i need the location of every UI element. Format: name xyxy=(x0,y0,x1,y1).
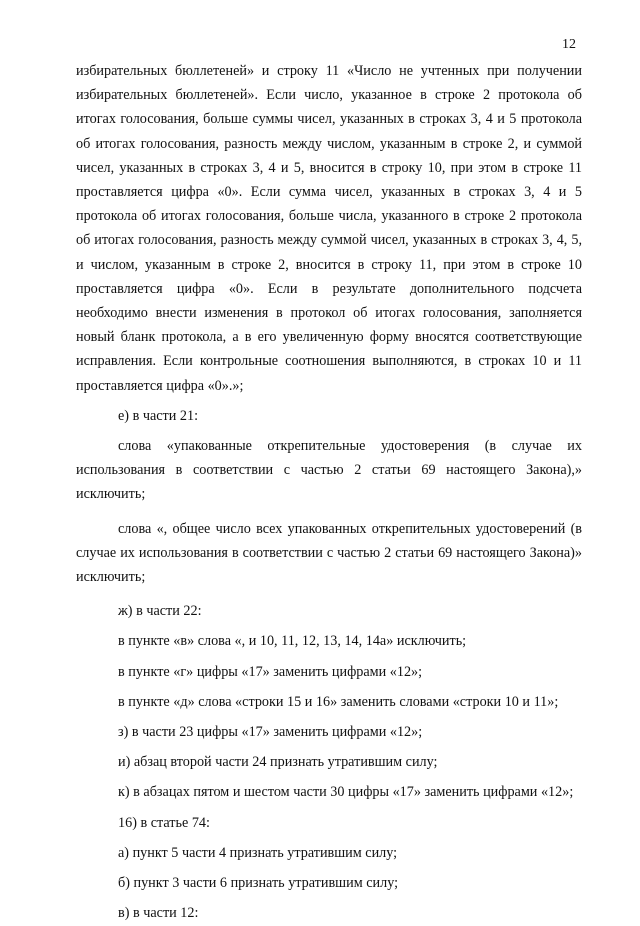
paragraph-point-g: в пункте «г» цифры «17» заменить цифрами «12»; xyxy=(118,663,423,680)
paragraph-continuation: избирательных бюллетеней» и строку 11 «Число не учтенных при получении избирательных бюллетеней». Если число, указанное в строке 2 протокола об итогах голосования, больше суммы чисел, указанных в строках 3, 4 и 5 протокола об итогах голосования, разность между числом, указанным в строке 2, и суммой чисел, указанных в строках 3, 4 и 5, вносится в строку 10, при этом в строке 11 проставляется цифра «0». Если сумма чисел, указанных в строках 3, 4 и 5 протокола об итогах голосования, больше числа, указанного в строке 2 протокола об итогах голосования, разность между суммой чисел, указанных в строках 3, 4, 5, и числом, указанным в строке 2, вносится в строку 11, при этом в строке 10 проставляется цифра «0». Если в результате дополнительного подсчета необходимо внести изменения в протокол об итогах голосования, заполняется новый бланк протокола, а в его увеличенную форму вносятся соответствующие исправления. Если контрольные соотношения выполняются, в строках 10 и 11 проставляется цифра «0».»; xyxy=(76,63,582,394)
paragraph-item-16: 16) в статье 74: xyxy=(118,814,210,831)
paragraph-item-zh: ж) в части 22: xyxy=(118,603,202,620)
paragraph-item-b: б) пункт 3 части 6 признать утратившим силу; xyxy=(118,875,399,892)
paragraph-point-v: в пункте «в» слова «, и 10, 11, 12, 13, 14, 14а» исключить; xyxy=(118,633,467,650)
paragraph-item-e: е) в части 21: xyxy=(118,407,199,424)
paragraph-words-1: слова «упакованные открепительные удостоверения (в случае их использования в соответствии с частью 2 статьи 69 настоящего Закона),» исключить; xyxy=(76,438,582,503)
paragraph-item-a: а) пункт 5 части 4 признать утратившим силу; xyxy=(118,844,398,861)
page-number: 12 xyxy=(562,37,576,52)
paragraph-item-v: в) в части 12: xyxy=(118,905,199,922)
document-body xyxy=(76,59,582,926)
paragraph-item-k: к) в абзацах пятом и шестом части 30 цифры «17» заменить цифрами «12»; xyxy=(118,784,574,801)
paragraph-item-z: з) в части 23 цифры «17» заменить цифрами «12»; xyxy=(118,724,423,741)
paragraph-item-i: и) абзац второй части 24 признать утратившим силу; xyxy=(118,754,438,771)
paragraph-words-2: слова «, общее число всех упакованных открепительных удостоверений (в случае их использования в соответствии с частью 2 статьи 69 настоящего Закона)» исключить; xyxy=(76,520,582,586)
paragraph-point-d: в пункте «д» слова «строки 15 и 16» заменить словами «строки 10 и 11»; xyxy=(118,693,559,710)
